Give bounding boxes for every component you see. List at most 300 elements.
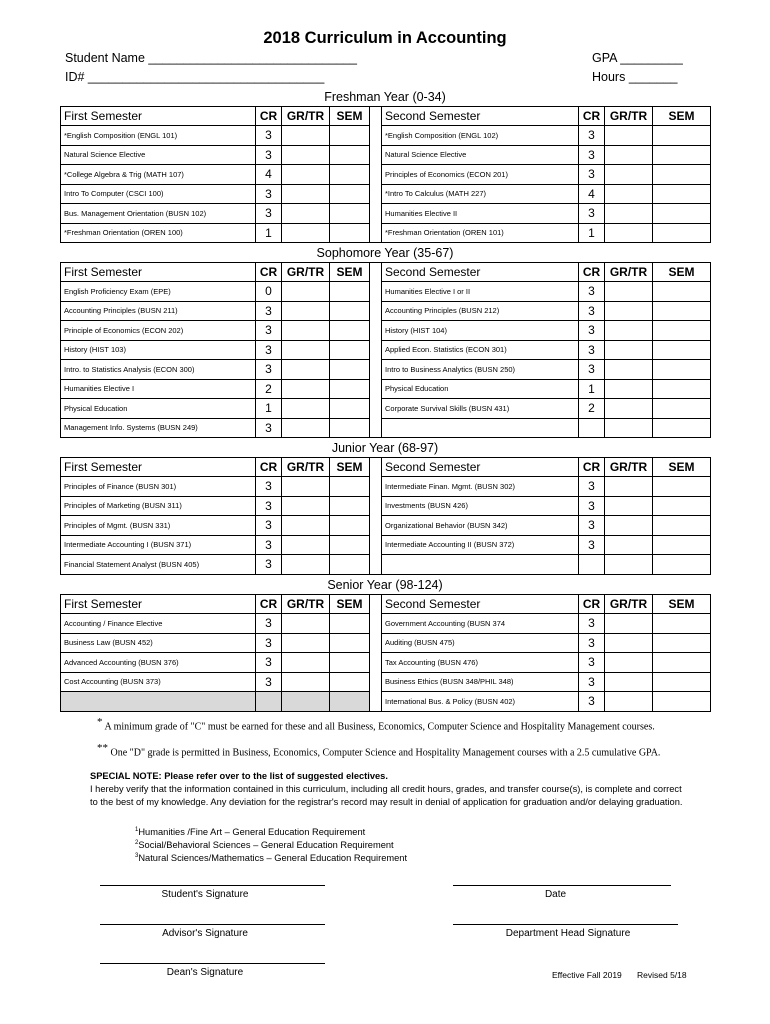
credit-hours: 3	[579, 672, 605, 692]
column-gap	[370, 379, 382, 399]
column-gap	[370, 477, 382, 497]
sem-header: SEM	[330, 595, 370, 614]
grade-transfer-cell[interactable]	[282, 399, 330, 419]
grade-transfer-cell[interactable]	[282, 204, 330, 224]
grtr-header: GR/TR	[282, 263, 330, 282]
grade-transfer-cell[interactable]	[282, 184, 330, 204]
first-semester-header: First Semester	[61, 107, 256, 126]
grade-transfer-cell[interactable]	[282, 653, 330, 673]
semester-cell[interactable]	[330, 301, 370, 321]
semester-cell[interactable]	[330, 633, 370, 653]
grade-transfer-cell[interactable]	[605, 165, 653, 185]
course-name: Principles of Marketing (BUSN 311)	[61, 496, 256, 516]
credit-hours: 3	[579, 633, 605, 653]
department-head-signature-label: Department Head Signature	[505, 928, 631, 939]
credit-hours: 3	[256, 418, 282, 438]
year-title: Sophomore Year (35-67)	[316, 246, 454, 260]
course-name: Intro. to Statistics Analysis (ECON 300)	[61, 360, 256, 380]
semester-cell[interactable]	[330, 145, 370, 165]
credit-hours: 3	[256, 516, 282, 536]
column-gap	[370, 360, 382, 380]
grade-transfer-cell[interactable]	[282, 321, 330, 341]
verification-statement: I hereby verify that the information contained in this curriculum, including all credit hours, grades, and transfer course(s), is complete and correct to the best of my knowledge. Any deviation for the registrar's record may result in denial of application for graduation and/or delaying graduation.	[90, 784, 683, 807]
grade-transfer-cell[interactable]	[282, 672, 330, 692]
table-row	[61, 184, 711, 204]
course-name: Accounting Principles (BUSN 211)	[61, 301, 256, 321]
credit-hours: 3	[256, 653, 282, 673]
semester-table	[60, 106, 711, 243]
table-header-row	[61, 263, 711, 282]
grade-transfer-cell[interactable]	[282, 340, 330, 360]
column-gap	[370, 692, 382, 712]
cr-header: CR	[256, 107, 282, 126]
credit-hours: 3	[256, 126, 282, 146]
table-row	[61, 145, 711, 165]
credit-hours: 3	[579, 340, 605, 360]
year-title: Junior Year (68-97)	[331, 441, 439, 455]
sem-header: SEM	[330, 107, 370, 126]
column-gap	[370, 107, 382, 126]
table-row	[61, 165, 711, 185]
semester-cell[interactable]	[653, 555, 711, 575]
credit-hours: 3	[256, 555, 282, 575]
credit-hours: 3	[256, 360, 282, 380]
course-name: Intro To Computer (CSCI 100)	[61, 184, 256, 204]
credit-hours: 3	[579, 653, 605, 673]
semester-cell[interactable]	[330, 204, 370, 224]
grade-transfer-cell[interactable]	[605, 672, 653, 692]
semester-cell[interactable]	[653, 379, 711, 399]
table-row	[61, 672, 711, 692]
semester-cell[interactable]	[653, 282, 711, 302]
table-row	[61, 418, 711, 438]
table-row	[61, 535, 711, 555]
course-name: Accounting Principles (BUSN 212)	[382, 301, 579, 321]
grade-transfer-cell[interactable]	[605, 399, 653, 419]
course-name: Accounting / Finance Elective	[61, 614, 256, 634]
credit-hours: 3	[256, 204, 282, 224]
cr-header: CR	[579, 107, 605, 126]
table-row	[61, 126, 711, 146]
sem-header: SEM	[330, 458, 370, 477]
gpa-field: GPA _________	[592, 51, 683, 65]
semester-table	[60, 457, 711, 575]
credit-hours: 3	[579, 477, 605, 497]
credit-hours: 1	[256, 223, 282, 243]
course-name: *Freshman Orientation (OREN 101)	[382, 223, 579, 243]
requirement-2: $^2$Social/Behavioral Sciences – General Education Requirement	[135, 840, 394, 851]
semester-cell[interactable]	[653, 126, 711, 146]
year-title: Freshman Year (0-34)	[324, 90, 446, 104]
grade-transfer-cell[interactable]	[282, 692, 330, 712]
course-name: Bus. Management Orientation (BUSN 102)	[61, 204, 256, 224]
course-name: Corporate Survival Skills (BUSN 431)	[382, 399, 579, 419]
id-field: ID# __________________________________	[65, 70, 325, 84]
credit-hours: 3	[579, 282, 605, 302]
table-row	[61, 555, 711, 575]
credit-hours	[579, 555, 605, 575]
credit-hours: 3	[256, 301, 282, 321]
grade-transfer-cell[interactable]	[605, 418, 653, 438]
cr-header: CR	[256, 263, 282, 282]
course-name: Principles of Mgmt. (BUSN 331)	[61, 516, 256, 536]
requirement-3: $^3$Natural Sciences/Mathematics – General Education Requirement	[135, 853, 408, 864]
grade-transfer-cell[interactable]	[282, 555, 330, 575]
student-signature-line[interactable]	[100, 885, 325, 886]
credit-hours: 3	[256, 496, 282, 516]
grade-transfer-cell[interactable]	[282, 418, 330, 438]
semester-cell[interactable]	[330, 672, 370, 692]
course-name: *English Composition (ENGL 102)	[382, 126, 579, 146]
special-note: SPECIAL NOTE: Please refer over to the list of suggested electives.	[90, 771, 388, 781]
grade-transfer-cell[interactable]	[282, 614, 330, 634]
course-name: Principle of Economics (ECON 202)	[61, 321, 256, 341]
credit-hours: 3	[579, 204, 605, 224]
course-name: Tax Accounting (BUSN 476)	[382, 653, 579, 673]
credit-hours: 3	[256, 321, 282, 341]
column-gap	[370, 223, 382, 243]
credit-hours: 3	[256, 614, 282, 634]
course-name: History (HIST 104)	[382, 321, 579, 341]
grade-transfer-cell[interactable]	[605, 379, 653, 399]
semester-cell[interactable]	[653, 301, 711, 321]
table-row	[61, 282, 711, 302]
credit-hours: 3	[579, 301, 605, 321]
column-gap	[370, 282, 382, 302]
table-row	[61, 633, 711, 653]
semester-cell[interactable]	[653, 204, 711, 224]
semester-cell[interactable]	[653, 496, 711, 516]
semester-cell[interactable]	[653, 614, 711, 634]
grade-transfer-cell[interactable]	[605, 184, 653, 204]
semester-cell[interactable]	[653, 223, 711, 243]
semester-cell[interactable]	[653, 477, 711, 497]
table-row	[61, 321, 711, 341]
second-semester-header: Second Semester	[382, 595, 579, 614]
semester-cell[interactable]	[330, 399, 370, 419]
student-signature-label: Student's Signature	[161, 889, 249, 900]
semester-cell[interactable]	[653, 340, 711, 360]
sem-header: SEM	[653, 263, 711, 282]
hours-field: Hours _______	[592, 70, 678, 84]
semester-table	[60, 262, 711, 438]
grade-transfer-cell[interactable]	[282, 496, 330, 516]
semester-cell[interactable]	[653, 418, 711, 438]
sem-header: SEM	[653, 595, 711, 614]
table-row	[61, 614, 711, 634]
credit-hours: 4	[256, 165, 282, 185]
credit-hours: 1	[579, 379, 605, 399]
cr-header: CR	[256, 458, 282, 477]
grade-transfer-cell[interactable]	[605, 126, 653, 146]
course-name: Intermediate Accounting I (BUSN 371)	[61, 535, 256, 555]
department-head-signature-line[interactable]	[453, 924, 678, 925]
credit-hours: 4	[579, 184, 605, 204]
semester-cell[interactable]	[330, 692, 370, 712]
table-row	[61, 301, 711, 321]
grade-transfer-cell[interactable]	[605, 477, 653, 497]
grtr-header: GR/TR	[605, 263, 653, 282]
grade-transfer-cell[interactable]	[282, 223, 330, 243]
semester-cell[interactable]	[330, 165, 370, 185]
semester-cell[interactable]	[653, 535, 711, 555]
advisor-signature-line[interactable]	[100, 924, 325, 925]
column-gap	[370, 321, 382, 341]
credit-hours: 3	[256, 535, 282, 555]
semester-cell[interactable]	[330, 184, 370, 204]
course-name	[382, 555, 579, 575]
table-row	[61, 204, 711, 224]
course-name: Humanities Elective I	[61, 379, 256, 399]
credit-hours: 3	[579, 360, 605, 380]
credit-hours: 3	[579, 165, 605, 185]
course-name: Organizational Behavior (BUSN 342)	[382, 516, 579, 536]
credit-hours: 2	[256, 379, 282, 399]
course-name: Business Law (BUSN 452)	[61, 633, 256, 653]
semester-cell[interactable]	[330, 379, 370, 399]
table-row	[61, 360, 711, 380]
sem-header: SEM	[653, 107, 711, 126]
semester-cell[interactable]	[330, 340, 370, 360]
column-gap	[370, 418, 382, 438]
table-row	[61, 223, 711, 243]
grade-transfer-cell[interactable]	[605, 223, 653, 243]
course-name: Applied Econ. Statistics (ECON 301)	[382, 340, 579, 360]
revision-date: Revised 5/18	[637, 970, 687, 980]
column-gap	[370, 126, 382, 146]
course-name: *Intro To Calculus (MATH 227)	[382, 184, 579, 204]
cr-header: CR	[579, 595, 605, 614]
grade-transfer-cell[interactable]	[605, 496, 653, 516]
course-name: Natural Science Elective	[382, 145, 579, 165]
grade-transfer-cell[interactable]	[605, 692, 653, 712]
dean-signature-label: Dean's Signature	[166, 967, 244, 978]
grtr-header: GR/TR	[605, 107, 653, 126]
grade-transfer-cell[interactable]	[605, 301, 653, 321]
semester-cell[interactable]	[653, 399, 711, 419]
grade-transfer-cell[interactable]	[282, 535, 330, 555]
footnote-c-grade: * A minimum grade of "C" must be earned for these and all Business, Economics, Computer Science and Hospitality Management courses.	[97, 716, 655, 733]
semester-cell[interactable]	[330, 126, 370, 146]
table-row	[61, 477, 711, 497]
column-gap	[370, 555, 382, 575]
grade-transfer-cell[interactable]	[605, 360, 653, 380]
semester-cell[interactable]	[330, 360, 370, 380]
course-name: *College Algebra & Trig (MATH 107)	[61, 165, 256, 185]
grade-transfer-cell[interactable]	[282, 165, 330, 185]
cr-header: CR	[579, 458, 605, 477]
grade-transfer-cell[interactable]	[282, 126, 330, 146]
first-semester-header: First Semester	[61, 595, 256, 614]
column-gap	[370, 535, 382, 555]
course-name: Natural Science Elective	[61, 145, 256, 165]
table-row	[61, 653, 711, 673]
credit-hours: 3	[579, 496, 605, 516]
grade-transfer-cell[interactable]	[282, 516, 330, 536]
column-gap	[370, 458, 382, 477]
semester-cell[interactable]	[330, 614, 370, 634]
semester-cell[interactable]	[653, 633, 711, 653]
course-name: *English Composition (ENGL 101)	[61, 126, 256, 146]
grade-transfer-cell[interactable]	[282, 633, 330, 653]
semester-cell[interactable]	[653, 165, 711, 185]
column-gap	[370, 184, 382, 204]
second-semester-header: Second Semester	[382, 458, 579, 477]
semester-cell[interactable]	[653, 321, 711, 341]
course-name: Cost Accounting (BUSN 373)	[61, 672, 256, 692]
credit-hours: 3	[579, 126, 605, 146]
course-name: Humanities Elective I or II	[382, 282, 579, 302]
grade-transfer-cell[interactable]	[282, 282, 330, 302]
course-name: Humanities Elective II	[382, 204, 579, 224]
second-semester-header: Second Semester	[382, 263, 579, 282]
course-name: Government Accounting (BUSN 374	[382, 614, 579, 634]
table-row	[61, 399, 711, 419]
grade-transfer-cell[interactable]	[605, 282, 653, 302]
credit-hours: 2	[579, 399, 605, 419]
credit-hours: 3	[579, 516, 605, 536]
course-name: History (HIST 103)	[61, 340, 256, 360]
column-gap	[370, 340, 382, 360]
table-header-row	[61, 595, 711, 614]
grade-transfer-cell[interactable]	[282, 301, 330, 321]
semester-cell[interactable]	[653, 516, 711, 536]
course-name	[61, 692, 256, 712]
semester-cell[interactable]	[653, 653, 711, 673]
semester-cell[interactable]	[653, 145, 711, 165]
credit-hours: 3	[579, 321, 605, 341]
course-name: Physical Education	[61, 399, 256, 419]
cr-header: CR	[579, 263, 605, 282]
credit-hours: 3	[579, 535, 605, 555]
column-gap	[370, 653, 382, 673]
semester-cell[interactable]	[330, 535, 370, 555]
grade-transfer-cell[interactable]	[282, 360, 330, 380]
semester-table	[60, 594, 711, 712]
semester-cell[interactable]	[330, 516, 370, 536]
course-name: Investments (BUSN 426)	[382, 496, 579, 516]
grtr-header: GR/TR	[282, 107, 330, 126]
semester-cell[interactable]	[330, 321, 370, 341]
date-line[interactable]	[453, 885, 671, 886]
table-row	[61, 692, 711, 712]
credit-hours: 3	[579, 145, 605, 165]
course-name: Physical Education	[382, 379, 579, 399]
grtr-header: GR/TR	[605, 458, 653, 477]
semester-cell[interactable]	[330, 282, 370, 302]
first-semester-header: First Semester	[61, 458, 256, 477]
semester-cell[interactable]	[653, 672, 711, 692]
course-name: International Bus. & Policy (BUSN 402)	[382, 692, 579, 712]
grtr-header: GR/TR	[282, 458, 330, 477]
grade-transfer-cell[interactable]	[605, 633, 653, 653]
column-gap	[370, 633, 382, 653]
grade-transfer-cell[interactable]	[605, 516, 653, 536]
credit-hours: 3	[579, 692, 605, 712]
column-gap	[370, 496, 382, 516]
grade-transfer-cell[interactable]	[605, 204, 653, 224]
credit-hours: 0	[256, 282, 282, 302]
semester-cell[interactable]	[330, 477, 370, 497]
course-name: Principles of Finance (BUSN 301)	[61, 477, 256, 497]
semester-cell[interactable]	[330, 653, 370, 673]
column-gap	[370, 672, 382, 692]
second-semester-header: Second Semester	[382, 107, 579, 126]
semester-cell[interactable]	[653, 184, 711, 204]
semester-cell[interactable]	[330, 418, 370, 438]
semester-cell[interactable]	[330, 223, 370, 243]
grade-transfer-cell[interactable]	[605, 555, 653, 575]
column-gap	[370, 204, 382, 224]
course-name: English Proficiency Exam (EPE)	[61, 282, 256, 302]
credit-hours: 3	[256, 184, 282, 204]
grade-transfer-cell[interactable]	[605, 321, 653, 341]
column-gap	[370, 145, 382, 165]
course-name: Financial Statement Analyst (BUSN 405)	[61, 555, 256, 575]
credit-hours	[256, 692, 282, 712]
course-name: Advanced Accounting (BUSN 376)	[61, 653, 256, 673]
course-name: Principles of Economics (ECON 201)	[382, 165, 579, 185]
cr-header: CR	[256, 595, 282, 614]
credit-hours: 1	[256, 399, 282, 419]
semester-cell[interactable]	[653, 692, 711, 712]
credit-hours: 3	[256, 672, 282, 692]
credit-hours: 3	[256, 477, 282, 497]
grade-transfer-cell[interactable]	[282, 379, 330, 399]
sem-header: SEM	[653, 458, 711, 477]
grade-transfer-cell[interactable]	[282, 145, 330, 165]
column-gap	[370, 614, 382, 634]
dean-signature-line[interactable]	[100, 963, 325, 964]
grade-transfer-cell[interactable]	[605, 340, 653, 360]
sem-header: SEM	[330, 263, 370, 282]
table-row	[61, 516, 711, 536]
course-name: Business Ethics (BUSN 348/PHIL 348)	[382, 672, 579, 692]
grtr-header: GR/TR	[282, 595, 330, 614]
column-gap	[370, 165, 382, 185]
grade-transfer-cell[interactable]	[605, 535, 653, 555]
first-semester-header: First Semester	[61, 263, 256, 282]
column-gap	[370, 399, 382, 419]
credit-hours: 3	[579, 614, 605, 634]
grade-transfer-cell[interactable]	[605, 145, 653, 165]
grade-transfer-cell[interactable]	[282, 477, 330, 497]
column-gap	[370, 301, 382, 321]
course-name: Management Info. Systems (BUSN 249)	[61, 418, 256, 438]
footnote-d-grade: ** One "D" grade is permitted in Business, Economics, Computer Science and Hospitality Management courses with a 2.5 cumulative GPA.	[97, 742, 661, 759]
semester-cell[interactable]	[653, 360, 711, 380]
grade-transfer-cell[interactable]	[605, 653, 653, 673]
credit-hours: 1	[579, 223, 605, 243]
table-header-row	[61, 458, 711, 477]
table-header-row	[61, 107, 711, 126]
date-label: Date	[544, 889, 567, 900]
grtr-header: GR/TR	[605, 595, 653, 614]
course-name: Intermediate Finan. Mgmt. (BUSN 302)	[382, 477, 579, 497]
column-gap	[370, 595, 382, 614]
grade-transfer-cell[interactable]	[605, 614, 653, 634]
course-name: Intermediate Accounting II (BUSN 372)	[382, 535, 579, 555]
column-gap	[370, 516, 382, 536]
semester-cell[interactable]	[330, 496, 370, 516]
requirement-1: $^1$Humanities /Fine Art – General Education Requirement	[135, 827, 366, 838]
semester-cell[interactable]	[330, 555, 370, 575]
course-name: *Freshman Orientation (OREN 100)	[61, 223, 256, 243]
credit-hours: 3	[256, 340, 282, 360]
credit-hours: 3	[256, 633, 282, 653]
credit-hours	[579, 418, 605, 438]
credit-hours: 3	[256, 145, 282, 165]
